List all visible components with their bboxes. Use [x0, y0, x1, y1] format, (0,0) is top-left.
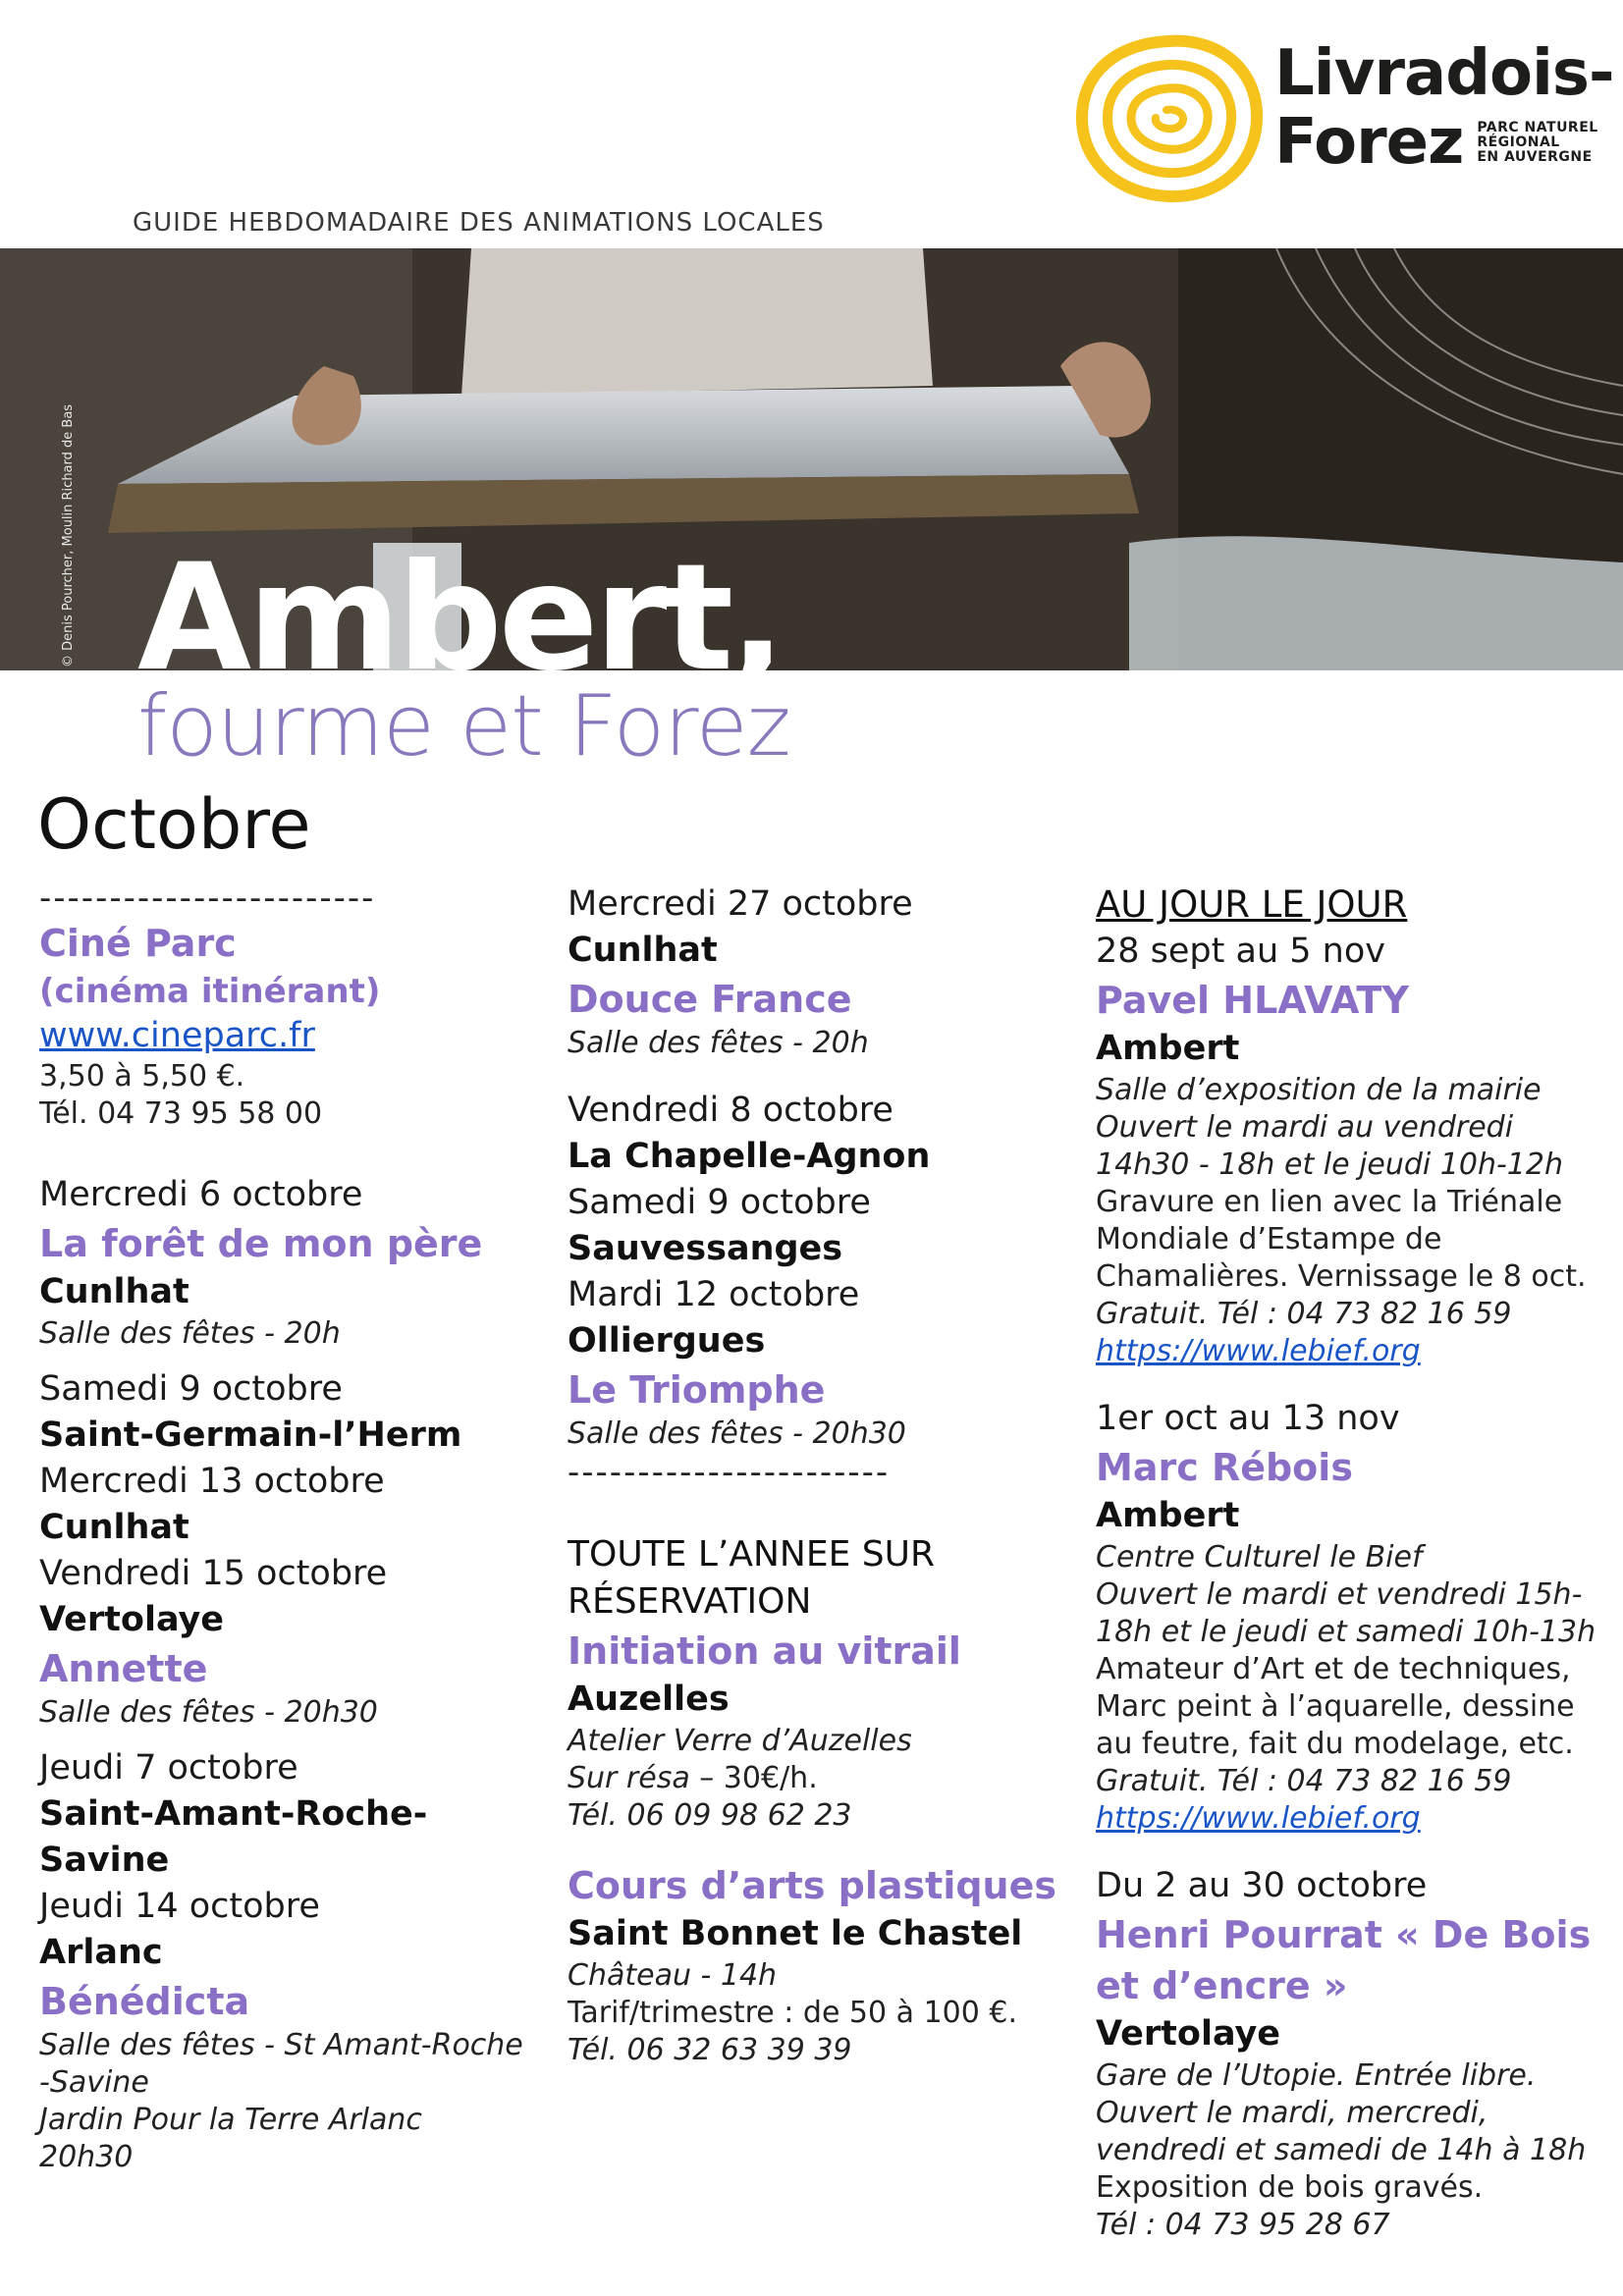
event-date: Jeudi 14 octobre: [39, 1887, 320, 1926]
town-subtitle: fourme et Forez: [137, 677, 790, 775]
event-date: Samedi 9 octobre: [39, 1369, 343, 1409]
event-date: Samedi 9 octobre: [568, 1183, 871, 1222]
event-info-price: – 30€/h.: [689, 1761, 818, 1795]
event-place: Cunlhat: [39, 1508, 189, 1547]
event-info: 20h30: [39, 2140, 134, 2174]
event-info: Ouvert le mardi et vendredi 15h-: [1096, 1577, 1583, 1612]
month-title: Octobre: [37, 784, 311, 865]
town-title: Ambert,: [137, 533, 783, 704]
separator: -----------------------: [568, 1453, 891, 1492]
cine-title: Ciné Parc: [39, 922, 237, 965]
event-title: Annette: [39, 1647, 208, 1690]
event-title: Cours d’arts plastiques: [568, 1864, 1056, 1907]
brand-sub-3: EN AUVERGNE: [1477, 148, 1593, 165]
column-3: [1096, 881, 1606, 2244]
event-tel: Gratuit. Tél : 04 73 82 16 59: [1096, 1297, 1512, 1331]
event-place: La Chapelle-Agnon: [568, 1137, 931, 1176]
column-1: [39, 879, 550, 2176]
event-info: Salle des fêtes - 20h30: [568, 1416, 906, 1451]
event-link[interactable]: https://www.lebief.org: [1096, 1334, 1421, 1368]
event-info: Salle d’exposition de la mairie: [1096, 1073, 1542, 1107]
event-info: Château - 14h: [568, 1958, 778, 1993]
event-place: Arlanc: [39, 1933, 163, 1972]
brand-line-2: Forez: [1274, 106, 1464, 179]
event-desc: Mondiale d’Estampe de: [1096, 1222, 1442, 1256]
cine-link[interactable]: www.cineparc.fr: [39, 1016, 315, 1055]
event-info: Salle des fêtes - 20h: [568, 1026, 869, 1060]
event-info: Centre Culturel le Bief: [1096, 1540, 1423, 1575]
event-place: Cunlhat: [568, 931, 718, 970]
cine-price: 3,50 à 5,50 €.: [39, 1059, 245, 1094]
event-tel: Tél : 04 73 95 28 67: [1096, 2208, 1390, 2242]
event-info: Salle des fêtes - 20h: [39, 1316, 341, 1351]
event-place: Vertolaye: [1096, 2014, 1281, 2054]
event-tel: Gratuit. Tél : 04 73 82 16 59: [1096, 1764, 1512, 1798]
column-2: [568, 881, 1078, 2069]
event-info: Ouvert le mardi, mercredi,: [1096, 2096, 1488, 2130]
cine-subtitle: (cinéma itinérant): [39, 972, 381, 1011]
event-place: Ambert: [1096, 1496, 1240, 1535]
event-place: Saint Bonnet le Chastel: [568, 1914, 1023, 1953]
event-place: Ambert: [1096, 1029, 1240, 1068]
event-date: Mercredi 27 octobre: [568, 884, 913, 924]
event-title: et d’encre »: [1096, 1964, 1348, 2007]
event-desc: Chamalières. Vernissage le 8 oct.: [1096, 1259, 1587, 1294]
event-date: Mercredi 13 octobre: [39, 1462, 385, 1501]
park-brand: [1274, 39, 1614, 177]
section-heading: RÉSERVATION: [568, 1581, 812, 1622]
brand-subtitle: [1477, 121, 1597, 165]
event-title: Marc Rébois: [1096, 1446, 1353, 1489]
event-info: Jardin Pour la Terre Arlanc: [39, 2103, 422, 2137]
event-link[interactable]: https://www.lebief.org: [1096, 1801, 1421, 1836]
event-info: 14h30 - 18h et le jeudi 10h-12h: [1096, 1148, 1563, 1182]
event-date: 28 sept au 5 nov: [1096, 932, 1385, 971]
event-info: Salle des fêtes - 20h30: [39, 1695, 378, 1730]
event-title: Douce France: [568, 978, 852, 1021]
event-date: Du 2 au 30 octobre: [1096, 1866, 1428, 1905]
brand-sub-2: RÉGIONAL: [1477, 133, 1560, 150]
section-heading: AU JOUR LE JOUR: [1096, 883, 1408, 926]
event-date: Jeudi 7 octobre: [39, 1748, 298, 1788]
event-info: Atelier Verre d’Auzelles: [568, 1724, 912, 1758]
separator: ------------------------: [39, 879, 376, 918]
event-date: Vendredi 8 octobre: [568, 1091, 893, 1130]
event-place: Sauvessanges: [568, 1229, 843, 1268]
event-info: Tél. 06 09 98 62 23: [568, 1798, 852, 1833]
photo-credit: © Denis Pourcher, Moulin Richard de Bas: [61, 403, 76, 667]
guide-heading: GUIDE HEBDOMADAIRE DES ANIMATIONS LOCALES: [133, 208, 825, 238]
event-info: 18h et le jeudi et samedi 10h-13h: [1096, 1615, 1596, 1649]
event-place: Vertolaye: [39, 1600, 225, 1639]
event-title: Le Triomphe: [568, 1368, 826, 1412]
event-date: Mercredi 6 octobre: [39, 1175, 363, 1214]
event-info: Salle des fêtes - St Amant-Roche: [39, 2028, 523, 2062]
event-info-resa: Sur résa: [568, 1761, 690, 1795]
event-place: Auzelles: [568, 1680, 730, 1719]
event-desc: Gravure en lien avec la Triénale: [1096, 1185, 1563, 1219]
brand-line-1: Livradois-: [1274, 37, 1614, 110]
event-place: Olliergues: [568, 1321, 766, 1361]
event-info: [568, 1760, 1078, 1797]
park-logo-icon: [1070, 29, 1267, 206]
event-info: Tarif/trimestre : de 50 à 100 €.: [568, 1996, 1017, 2030]
event-title: Bénédicta: [39, 1980, 250, 2023]
event-title: Initiation au vitrail: [568, 1629, 961, 1673]
event-date: 1er oct au 13 nov: [1096, 1399, 1400, 1438]
event-title: Henri Pourrat « De Bois: [1096, 1913, 1592, 1956]
event-info: vendredi et samedi de 14h à 18h: [1096, 2133, 1587, 2167]
event-desc: Marc peint à l’aquarelle, dessine: [1096, 1689, 1575, 1724]
cine-tel: Tél. 04 73 95 58 00: [39, 1096, 323, 1131]
event-place: Cunlhat: [39, 1272, 189, 1311]
event-info: Tél. 06 32 63 39 39: [568, 2033, 852, 2067]
event-place: Savine: [39, 1841, 170, 1880]
event-desc: Amateur d’Art et de techniques,: [1096, 1652, 1571, 1686]
event-info: Gare de l’Utopie. Entrée libre.: [1096, 2058, 1537, 2093]
event-title: Pavel HLAVATY: [1096, 979, 1409, 1022]
event-title: La forêt de mon père: [39, 1222, 483, 1265]
section-heading: TOUTE L’ANNEE SUR: [568, 1534, 935, 1575]
event-place: Saint-Amant-Roche-: [39, 1794, 428, 1834]
event-date: Vendredi 15 octobre: [39, 1554, 388, 1593]
brand-sub-1: PARC NATUREL: [1477, 119, 1598, 135]
event-place: Saint-Germain-l’Herm: [39, 1415, 462, 1455]
event-info: -Savine: [39, 2065, 149, 2100]
event-desc: au feutre, fait du modelage, etc.: [1096, 1727, 1574, 1761]
event-date: Mardi 12 octobre: [568, 1275, 860, 1314]
event-desc: Exposition de bois gravés.: [1096, 2170, 1484, 2205]
event-info: Ouvert le mardi au vendredi: [1096, 1110, 1514, 1145]
